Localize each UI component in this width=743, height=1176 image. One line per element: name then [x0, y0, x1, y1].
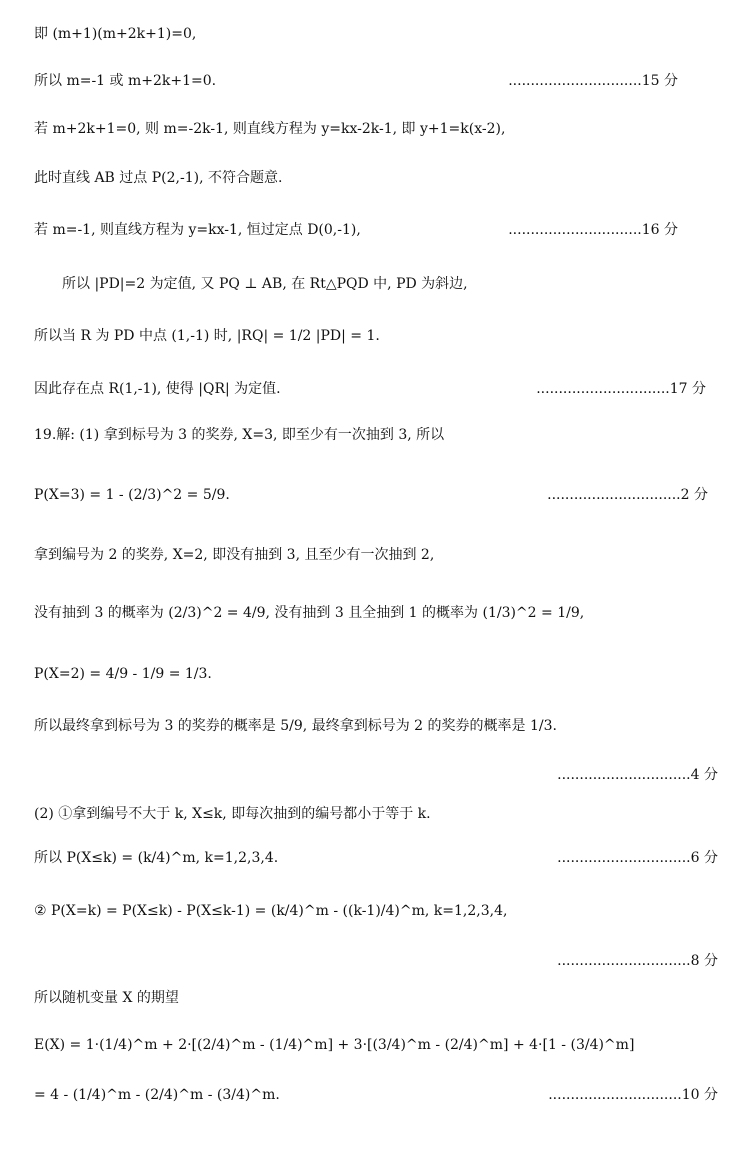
score-15: ..............................15 分 — [508, 73, 678, 89]
doc-line-19: E(X) = 1·(1/4)^m + 2·[(2/4)^m - (1/4)^m] + 3·[(3/4)^m - (2/4)^m] + 4·[1 - (3/4)^m] — [34, 1037, 635, 1053]
doc-line-4: 此时直线 AB 过点 P(2,-1), 不符合题意. — [34, 170, 283, 186]
doc-line-2: 所以 m=-1 或 m+2k+1=0. — [34, 73, 217, 89]
doc-line-20: = 4 - (1/4)^m - (2/4)^m - (3/4)^m. — [34, 1087, 280, 1103]
score-17: ..............................17 分 — [536, 381, 706, 397]
doc-line-7: 所以当 R 为 PD 中点 (1,-1) 时, |RQ| = 1/2 |PD| = 1. — [34, 328, 380, 344]
doc-line-8: 因此存在点 R(1,-1), 使得 |QR| 为定值. — [34, 381, 281, 397]
doc-line-1: 即 (m+1)(m+2k+1)=0, — [34, 26, 197, 42]
score-16: ..............................16 分 — [508, 222, 678, 238]
doc-line-5: 若 m=-1, 则直线方程为 y=kx-1, 恒过定点 D(0,-1), — [34, 222, 361, 238]
score-10: ..............................10 分 — [548, 1087, 718, 1103]
doc-line-11: 拿到编号为 2 的奖券, X=2, 即没有抽到 3, 且至少有一次抽到 2, — [34, 547, 435, 563]
doc-line-12: 没有抽到 3 的概率为 (2/3)^2 = 4/9, 没有抽到 3 且全抽到 1 的概率为 (1/3)^2 = 1/9, — [34, 605, 585, 621]
score-4: ..............................4 分 — [557, 767, 718, 783]
doc-line-15: (2) ①拿到编号不大于 k, X≤k, 即每次抽到的编号都小于等于 k. — [34, 806, 431, 822]
doc-line-3: 若 m+2k+1=0, 则 m=-2k-1, 则直线方程为 y=kx-2k-1, 即 y+1=k(x-2), — [34, 121, 506, 137]
doc-line-16: 所以 P(X≤k) = (k/4)^m, k=1,2,3,4. — [34, 850, 279, 866]
doc-line-9: 19.解: (1) 拿到标号为 3 的奖券, X=3, 即至少有一次抽到 3, 所以 — [34, 427, 445, 443]
doc-line-17: ② P(X=k) = P(X≤k) - P(X≤k-1) = (k/4)^m - ((k-1)/4)^m, k=1,2,3,4, — [34, 903, 508, 919]
doc-line-18: 所以随机变量 X 的期望 — [34, 990, 179, 1006]
score-8: ..............................8 分 — [557, 953, 718, 969]
score-2: ..............................2 分 — [547, 487, 708, 503]
doc-line-14: 所以最终拿到标号为 3 的奖券的概率是 5/9, 最终拿到标号为 2 的奖券的概率是 1/3. — [34, 718, 557, 734]
score-6: ..............................6 分 — [557, 850, 718, 866]
doc-line-6: 所以 |PD|=2 为定值, 又 PQ ⊥ AB, 在 Rt△PQD 中, PD 为斜边, — [62, 276, 468, 292]
doc-line-13: P(X=2) = 4/9 - 1/9 = 1/3. — [34, 666, 212, 682]
doc-line-10: P(X=3) = 1 - (2/3)^2 = 5/9. — [34, 487, 230, 503]
